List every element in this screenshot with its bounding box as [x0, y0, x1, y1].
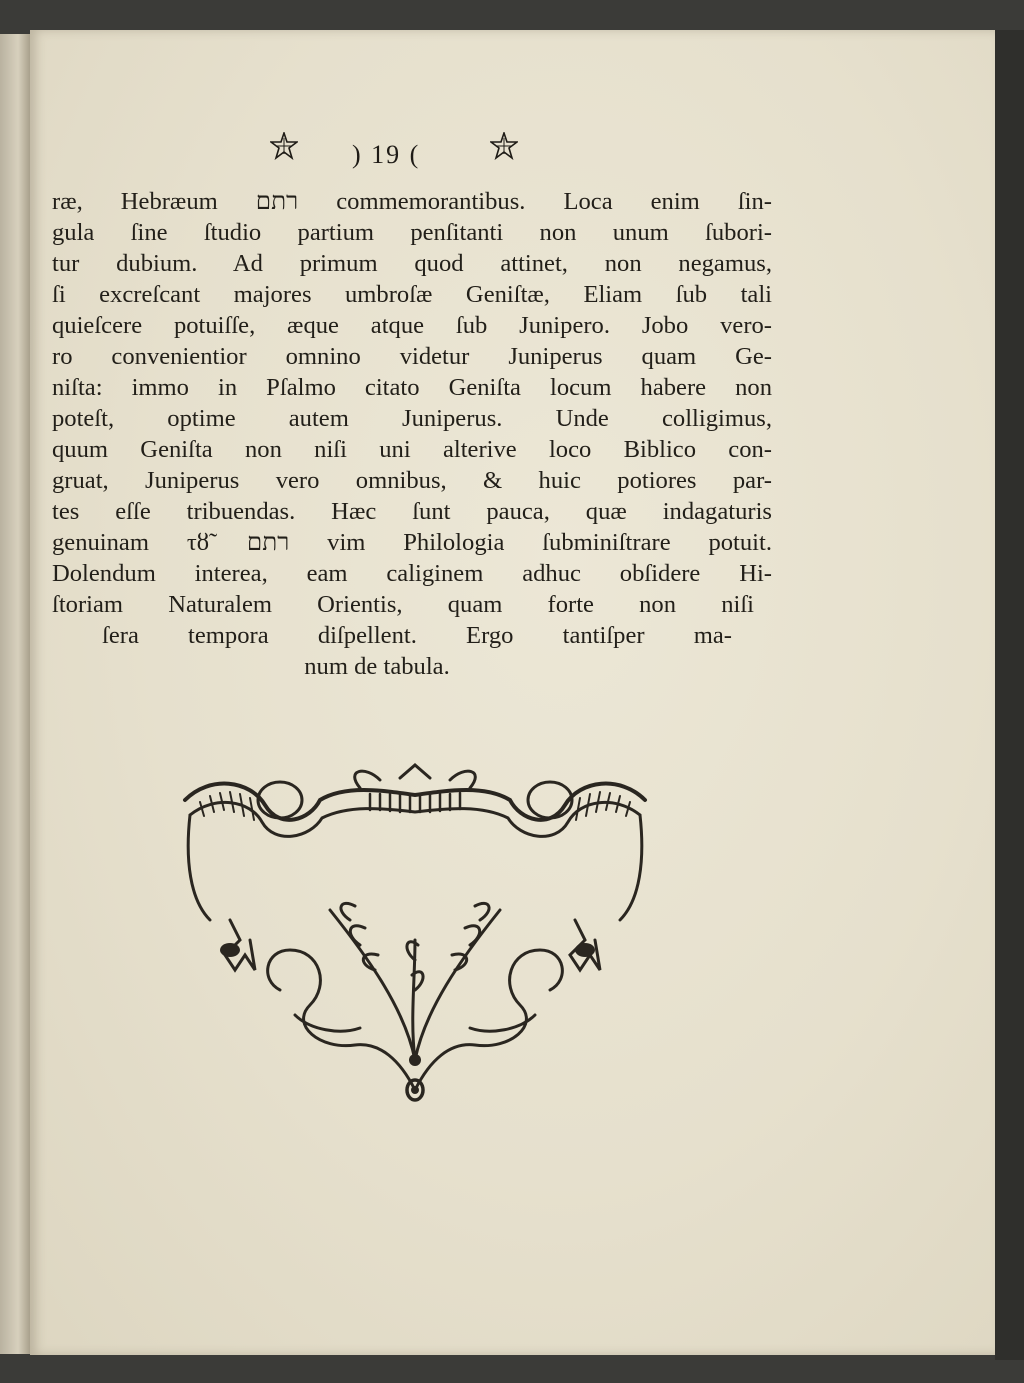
tailpiece-ornament-icon: [170, 760, 660, 1105]
text-line-final: num de tabula.: [304, 653, 450, 680]
text-line: ſtoriam Naturalem Orientis, quam forte non niſi: [52, 591, 754, 618]
text-line: gruat, Juniperus vero omnibus, & huic potiores par-: [52, 467, 772, 494]
text-line: ræ, Hebræum רתם commemorantibus. Loca enim ſin-: [52, 188, 772, 215]
star-ornament-icon: [270, 132, 298, 160]
text-line: tes eſſe tribuendas. Hæc ſunt pauca, quæ indagaturis: [52, 498, 772, 525]
text-line: gula ſine ſtudio partium penſitanti non unum ſubori-: [52, 219, 772, 246]
text-line: ſi excreſcant majores umbroſæ Geniſtæ, Eliam ſub tali: [52, 281, 772, 308]
page-header: [240, 132, 540, 182]
text-line: Dolendum interea, eam caliginem adhuc obſidere Hi-: [52, 560, 772, 587]
star-ornament-icon: [490, 132, 518, 160]
text-line: quum Geniſta non niſi uni alterive loco Biblico con-: [52, 436, 772, 463]
text-line: ro convenientior omnino videtur Juniperus quam Ge-: [52, 343, 772, 370]
page-number: ) 19 (: [352, 140, 421, 169]
right-background-edge: [995, 30, 1024, 1360]
text-line: poteſt, optime autem Juniperus. Unde colligimus,: [52, 405, 772, 432]
body-text: [52, 186, 772, 682]
text-line: niſta: immo in Pſalmo citato Geniſta locum habere non: [52, 374, 772, 401]
text-line: ſera tempora diſpellent. Ergo tantiſper ma-: [102, 622, 732, 649]
text-line: genuinam τȣ̃ רתם vim Philologia ſubminiſtrare potuit.: [52, 529, 772, 556]
text-line: tur dubium. Ad primum quod attinet, non negamus,: [52, 250, 772, 277]
left-page-edge: [0, 34, 32, 1354]
text-line: quieſcere potuiſſe, æque atque ſub Junipero. Jobo vero-: [52, 312, 772, 339]
